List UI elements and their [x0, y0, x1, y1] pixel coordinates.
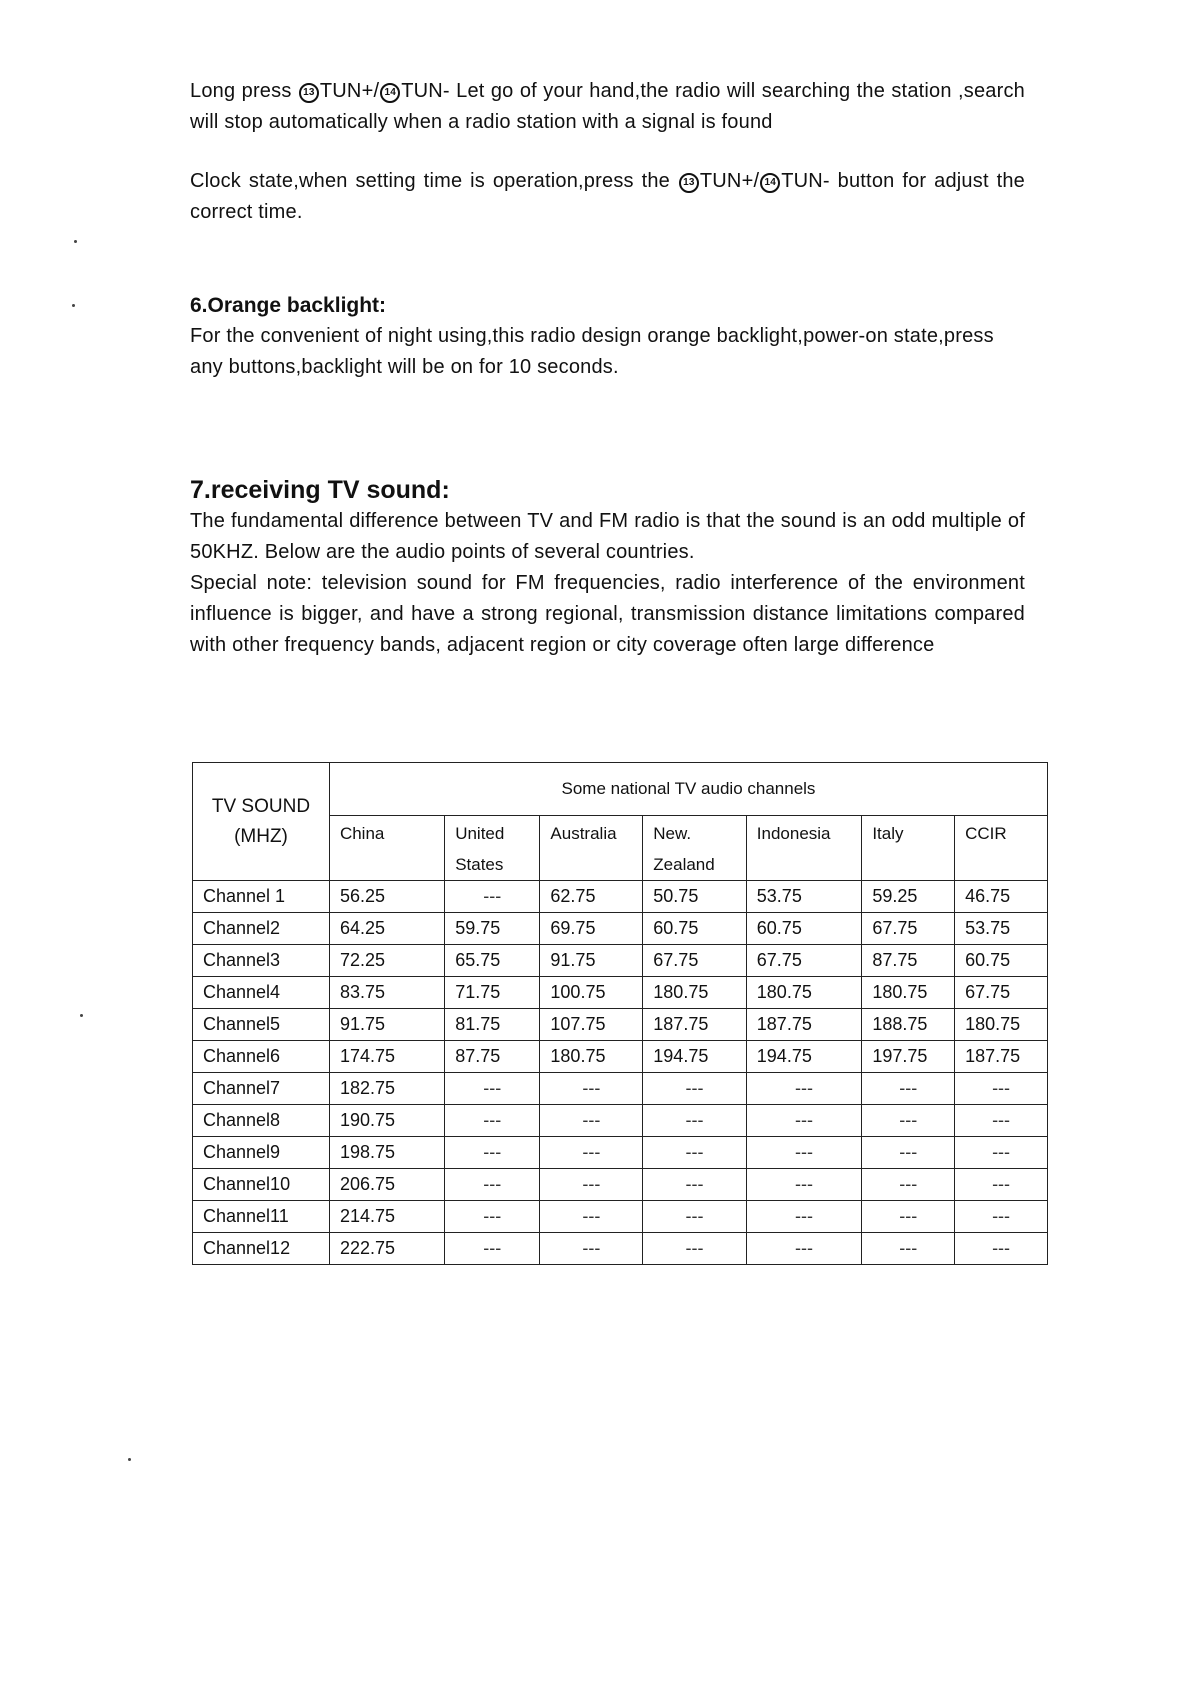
corner-line-2: (MHZ): [234, 825, 288, 847]
table-cell: 222.75: [329, 1233, 444, 1265]
table-cell: 100.75: [540, 977, 643, 1009]
table-cell: 83.75: [329, 977, 444, 1009]
table-cell: 91.75: [540, 945, 643, 977]
table-cell: 107.75: [540, 1009, 643, 1041]
column-header-line-2: States: [455, 855, 504, 874]
section-7-body-1: The fundamental difference between TV and FM radio is that the sound is an odd multiple of 50KHZ. Below are the audio points of several countries.: [190, 510, 1025, 563]
table-cell: 59.75: [445, 913, 540, 945]
table-corner-header: [193, 763, 330, 881]
column-header-line-1: Indonesia: [756, 824, 831, 843]
row-label: Channel12: [193, 1233, 330, 1265]
column-header: [329, 816, 444, 881]
table-row: [193, 977, 1048, 1009]
row-label: Channel4: [193, 977, 330, 1009]
column-header: [862, 816, 955, 881]
table-cell: 190.75: [329, 1105, 444, 1137]
table-cell: ---: [445, 881, 540, 913]
table-cell: 67.75: [955, 977, 1048, 1009]
table-cell: 188.75: [862, 1009, 955, 1041]
table-cell: ---: [643, 1169, 747, 1201]
table-cell: 187.75: [955, 1041, 1048, 1073]
table-cell: ---: [746, 1105, 862, 1137]
tv-audio-channel-table: [192, 762, 1048, 1265]
circled-number-icon: 14: [760, 173, 780, 193]
row-label: Channel10: [193, 1169, 330, 1201]
table-cell: 87.75: [862, 945, 955, 977]
table-cell: ---: [862, 1105, 955, 1137]
table-row: [193, 945, 1048, 977]
table-cell: ---: [540, 1201, 643, 1233]
text-run: TUN+/: [319, 80, 380, 102]
tuning-paragraph: [190, 76, 1025, 138]
table-cell: ---: [445, 1169, 540, 1201]
table-cell: ---: [540, 1073, 643, 1105]
table-cell: ---: [746, 1233, 862, 1265]
table-cell: 174.75: [329, 1041, 444, 1073]
corner-line-1: TV SOUND: [211, 795, 311, 817]
circled-number-icon: 14: [380, 83, 400, 103]
table-cell: 180.75: [862, 977, 955, 1009]
table-cell: 214.75: [329, 1201, 444, 1233]
table-cell: 180.75: [643, 977, 747, 1009]
table-cell: ---: [445, 1137, 540, 1169]
row-label: Channel5: [193, 1009, 330, 1041]
text-run: TUN+/: [699, 170, 760, 192]
table-cell: 197.75: [862, 1041, 955, 1073]
table-cell: 46.75: [955, 881, 1048, 913]
table-row: [193, 1169, 1048, 1201]
column-header: [643, 816, 747, 881]
table-header-row: [193, 763, 1048, 816]
table-cell: 71.75: [445, 977, 540, 1009]
text-run: Long press: [190, 80, 298, 102]
table-cell: 198.75: [329, 1137, 444, 1169]
table-cell: 67.75: [643, 945, 747, 977]
row-label: Channel 1: [193, 881, 330, 913]
table-cell: ---: [445, 1201, 540, 1233]
table-cell: ---: [445, 1073, 540, 1105]
text-run: TUN- button for adjust the correct time.: [190, 170, 1025, 223]
table-row: [193, 1201, 1048, 1233]
table-cell: ---: [746, 1169, 862, 1201]
table-cell: ---: [955, 1233, 1048, 1265]
table-cell: 69.75: [540, 913, 643, 945]
row-label: Channel9: [193, 1137, 330, 1169]
table-cell: 67.75: [746, 945, 862, 977]
table-cell: ---: [862, 1233, 955, 1265]
table-group-header: Some national TV audio channels: [329, 763, 1047, 816]
table-cell: ---: [445, 1105, 540, 1137]
table-cell: 59.25: [862, 881, 955, 913]
column-header-line-1: Australia: [550, 824, 617, 843]
row-label: Channel2: [193, 913, 330, 945]
table-cell: ---: [862, 1137, 955, 1169]
table-cell: ---: [643, 1137, 747, 1169]
section-6-body: For the convenient of night using,this radio design orange backlight,power-on state,press any buttons,backlight will be on for 10 seconds.: [190, 325, 994, 378]
table-cell: 187.75: [746, 1009, 862, 1041]
table-cell: 206.75: [329, 1169, 444, 1201]
table-cell: ---: [540, 1105, 643, 1137]
table-cell: 180.75: [746, 977, 862, 1009]
table-cell: 182.75: [329, 1073, 444, 1105]
table-row: [193, 881, 1048, 913]
column-header: [955, 816, 1048, 881]
column-header-line-1: New.: [653, 824, 692, 843]
text-run: Clock state,when setting time is operation,press the: [190, 170, 678, 192]
column-header: [540, 816, 643, 881]
scan-speck: [80, 1014, 83, 1017]
table-cell: 56.25: [329, 881, 444, 913]
table-cell: ---: [955, 1169, 1048, 1201]
table-cell: ---: [955, 1201, 1048, 1233]
table-cell: ---: [862, 1169, 955, 1201]
scan-speck: [128, 1458, 131, 1461]
table-cell: 72.25: [329, 945, 444, 977]
row-label: Channel3: [193, 945, 330, 977]
section-6-heading: 6.Orange backlight:: [190, 294, 387, 317]
column-header-line-1: Italy: [872, 824, 904, 843]
section-7-heading: 7.receiving TV sound:: [190, 476, 450, 504]
table-cell: ---: [862, 1201, 955, 1233]
table-row: [193, 1137, 1048, 1169]
table-cell: 64.25: [329, 913, 444, 945]
table-cell: 91.75: [329, 1009, 444, 1041]
column-header-line-1: China: [339, 824, 385, 843]
column-header-line-1: CCIR: [965, 824, 1007, 843]
table-cell: ---: [746, 1137, 862, 1169]
table-cell: 81.75: [445, 1009, 540, 1041]
table-cell: 62.75: [540, 881, 643, 913]
scan-speck: [74, 240, 77, 243]
scan-speck: [72, 304, 75, 307]
table-cell: ---: [540, 1169, 643, 1201]
table-cell: ---: [862, 1073, 955, 1105]
table-cell: 87.75: [445, 1041, 540, 1073]
table-cell: 180.75: [955, 1009, 1048, 1041]
column-header-line-2: Zealand: [653, 855, 715, 874]
row-label: Channel11: [193, 1201, 330, 1233]
table-cell: ---: [540, 1233, 643, 1265]
table-cell: ---: [746, 1201, 862, 1233]
table-cell: ---: [955, 1073, 1048, 1105]
table-cell: ---: [955, 1137, 1048, 1169]
circled-number-icon: 13: [679, 173, 699, 193]
section-7-body-2: Special note: television sound for FM frequencies, radio interference of the environment influence is bigger, and have a strong regional, transmission distance limitations compared with other frequency bands, adjacent region or city coverage often large difference: [190, 572, 1025, 656]
table-row: [193, 1041, 1048, 1073]
table-cell: 53.75: [955, 913, 1048, 945]
table-cell: 60.75: [955, 945, 1048, 977]
clock-paragraph: [190, 166, 1025, 228]
table-cell: 194.75: [746, 1041, 862, 1073]
table-cell: 50.75: [643, 881, 747, 913]
table-cell: ---: [746, 1073, 862, 1105]
table-cell: ---: [643, 1233, 747, 1265]
table-cell: ---: [643, 1073, 747, 1105]
table-cell: 60.75: [643, 913, 747, 945]
table-cell: 180.75: [540, 1041, 643, 1073]
table-row: [193, 1105, 1048, 1137]
table-cell: 67.75: [862, 913, 955, 945]
row-label: Channel6: [193, 1041, 330, 1073]
column-header: [746, 816, 862, 881]
table-row: [193, 1009, 1048, 1041]
column-header-line-1: United: [455, 824, 505, 843]
table-cell: 187.75: [643, 1009, 747, 1041]
table-cell: 65.75: [445, 945, 540, 977]
row-label: Channel7: [193, 1073, 330, 1105]
circled-number-icon: 13: [299, 83, 319, 103]
table-cell: ---: [955, 1105, 1048, 1137]
table-cell: 194.75: [643, 1041, 747, 1073]
table-cell: ---: [643, 1105, 747, 1137]
table-cell: 53.75: [746, 881, 862, 913]
page-content: [190, 76, 1025, 661]
table-cell: ---: [445, 1233, 540, 1265]
table-row: [193, 1073, 1048, 1105]
table-cell: ---: [540, 1137, 643, 1169]
table-cell: 60.75: [746, 913, 862, 945]
table-cell: ---: [643, 1201, 747, 1233]
column-header: [445, 816, 540, 881]
table-row: [193, 913, 1048, 945]
row-label: Channel8: [193, 1105, 330, 1137]
text-run: TUN- Let go of your hand,the radio will searching the station ,search will stop automatically when a radio station with a signal is found: [190, 80, 1026, 133]
table-row: [193, 1233, 1048, 1265]
